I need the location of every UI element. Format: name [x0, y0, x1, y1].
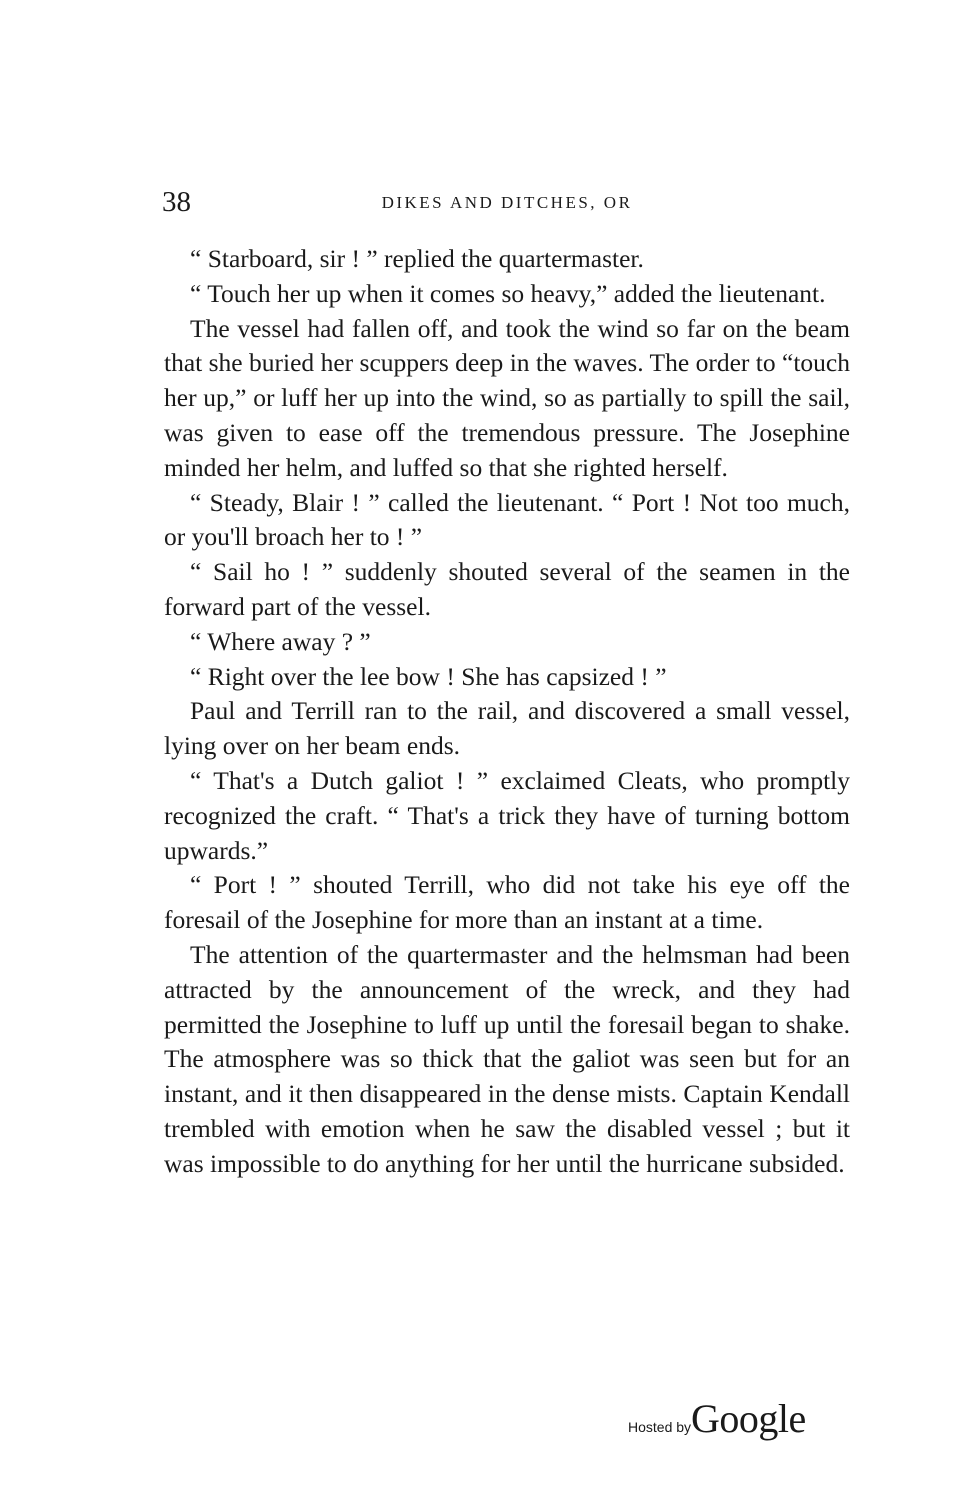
paragraph: “ That's a Dutch galiot ! ” exclaimed Cleats, who promptly recognized the craft. “ That's a trick they have of turning bottom upwards.”	[164, 765, 850, 865]
paragraph: “ Steady, Blair ! ” called the lieutenant. “ Port ! Not too much, or you'll broach her to ! ”	[164, 487, 850, 552]
hosted-by-label: Hosted by	[628, 1419, 692, 1435]
hosted-by-google-logo	[628, 1395, 806, 1445]
google-wordmark: Google	[691, 1396, 806, 1441]
page-number: 38	[162, 186, 191, 218]
paragraph: Paul and Terrill ran to the rail, and discovered a small vessel, lying over on her beam ends.	[164, 696, 850, 761]
paragraph: “ Starboard, sir ! ” replied the quartermaster.	[190, 244, 644, 273]
paragraph: “ Touch her up when it comes so heavy,” added the lieutenant.	[190, 278, 826, 308]
paragraph: “ Where away ? ”	[190, 626, 371, 656]
running-head: DIKES AND DITCHES, OR	[381, 193, 633, 212]
paragraph: The attention of the quartermaster and the helmsman had been attracted by the announcement of the wreck, and they had permitted the Josephine to luff up until the foresail began to shake. The atmosphere was so thick that the galiot was seen but for an instant, and it then disappeared in the dense mists. Captain Kendall trembled with emotion when he saw the disabled vessel ; but it was impossible to do anything for her until the hurricane subsided.	[164, 939, 850, 1178]
body-text	[164, 242, 850, 1182]
paragraph: “ Port ! ” shouted Terrill, who did not take his eye off the foresail of the Josephine for more than an instant at a time.	[164, 870, 850, 935]
paragraph: “ Sail ho ! ” suddenly shouted several of the seamen in the forward part of the vessel.	[164, 557, 850, 621]
page-header	[162, 184, 852, 224]
paragraph: The vessel had fallen off, and took the wind so far on the beam that she buried her scuppers deep in the waves. The order to “touch her up,” or luff her up into the wind, so as partially to spill the sail, was given to ease off the tremendous pressure. The Josephine minded her helm, and luffed so that she righted herself.	[164, 313, 850, 482]
paragraph: “ Right over the lee bow ! She has capsized ! ”	[190, 661, 667, 691]
